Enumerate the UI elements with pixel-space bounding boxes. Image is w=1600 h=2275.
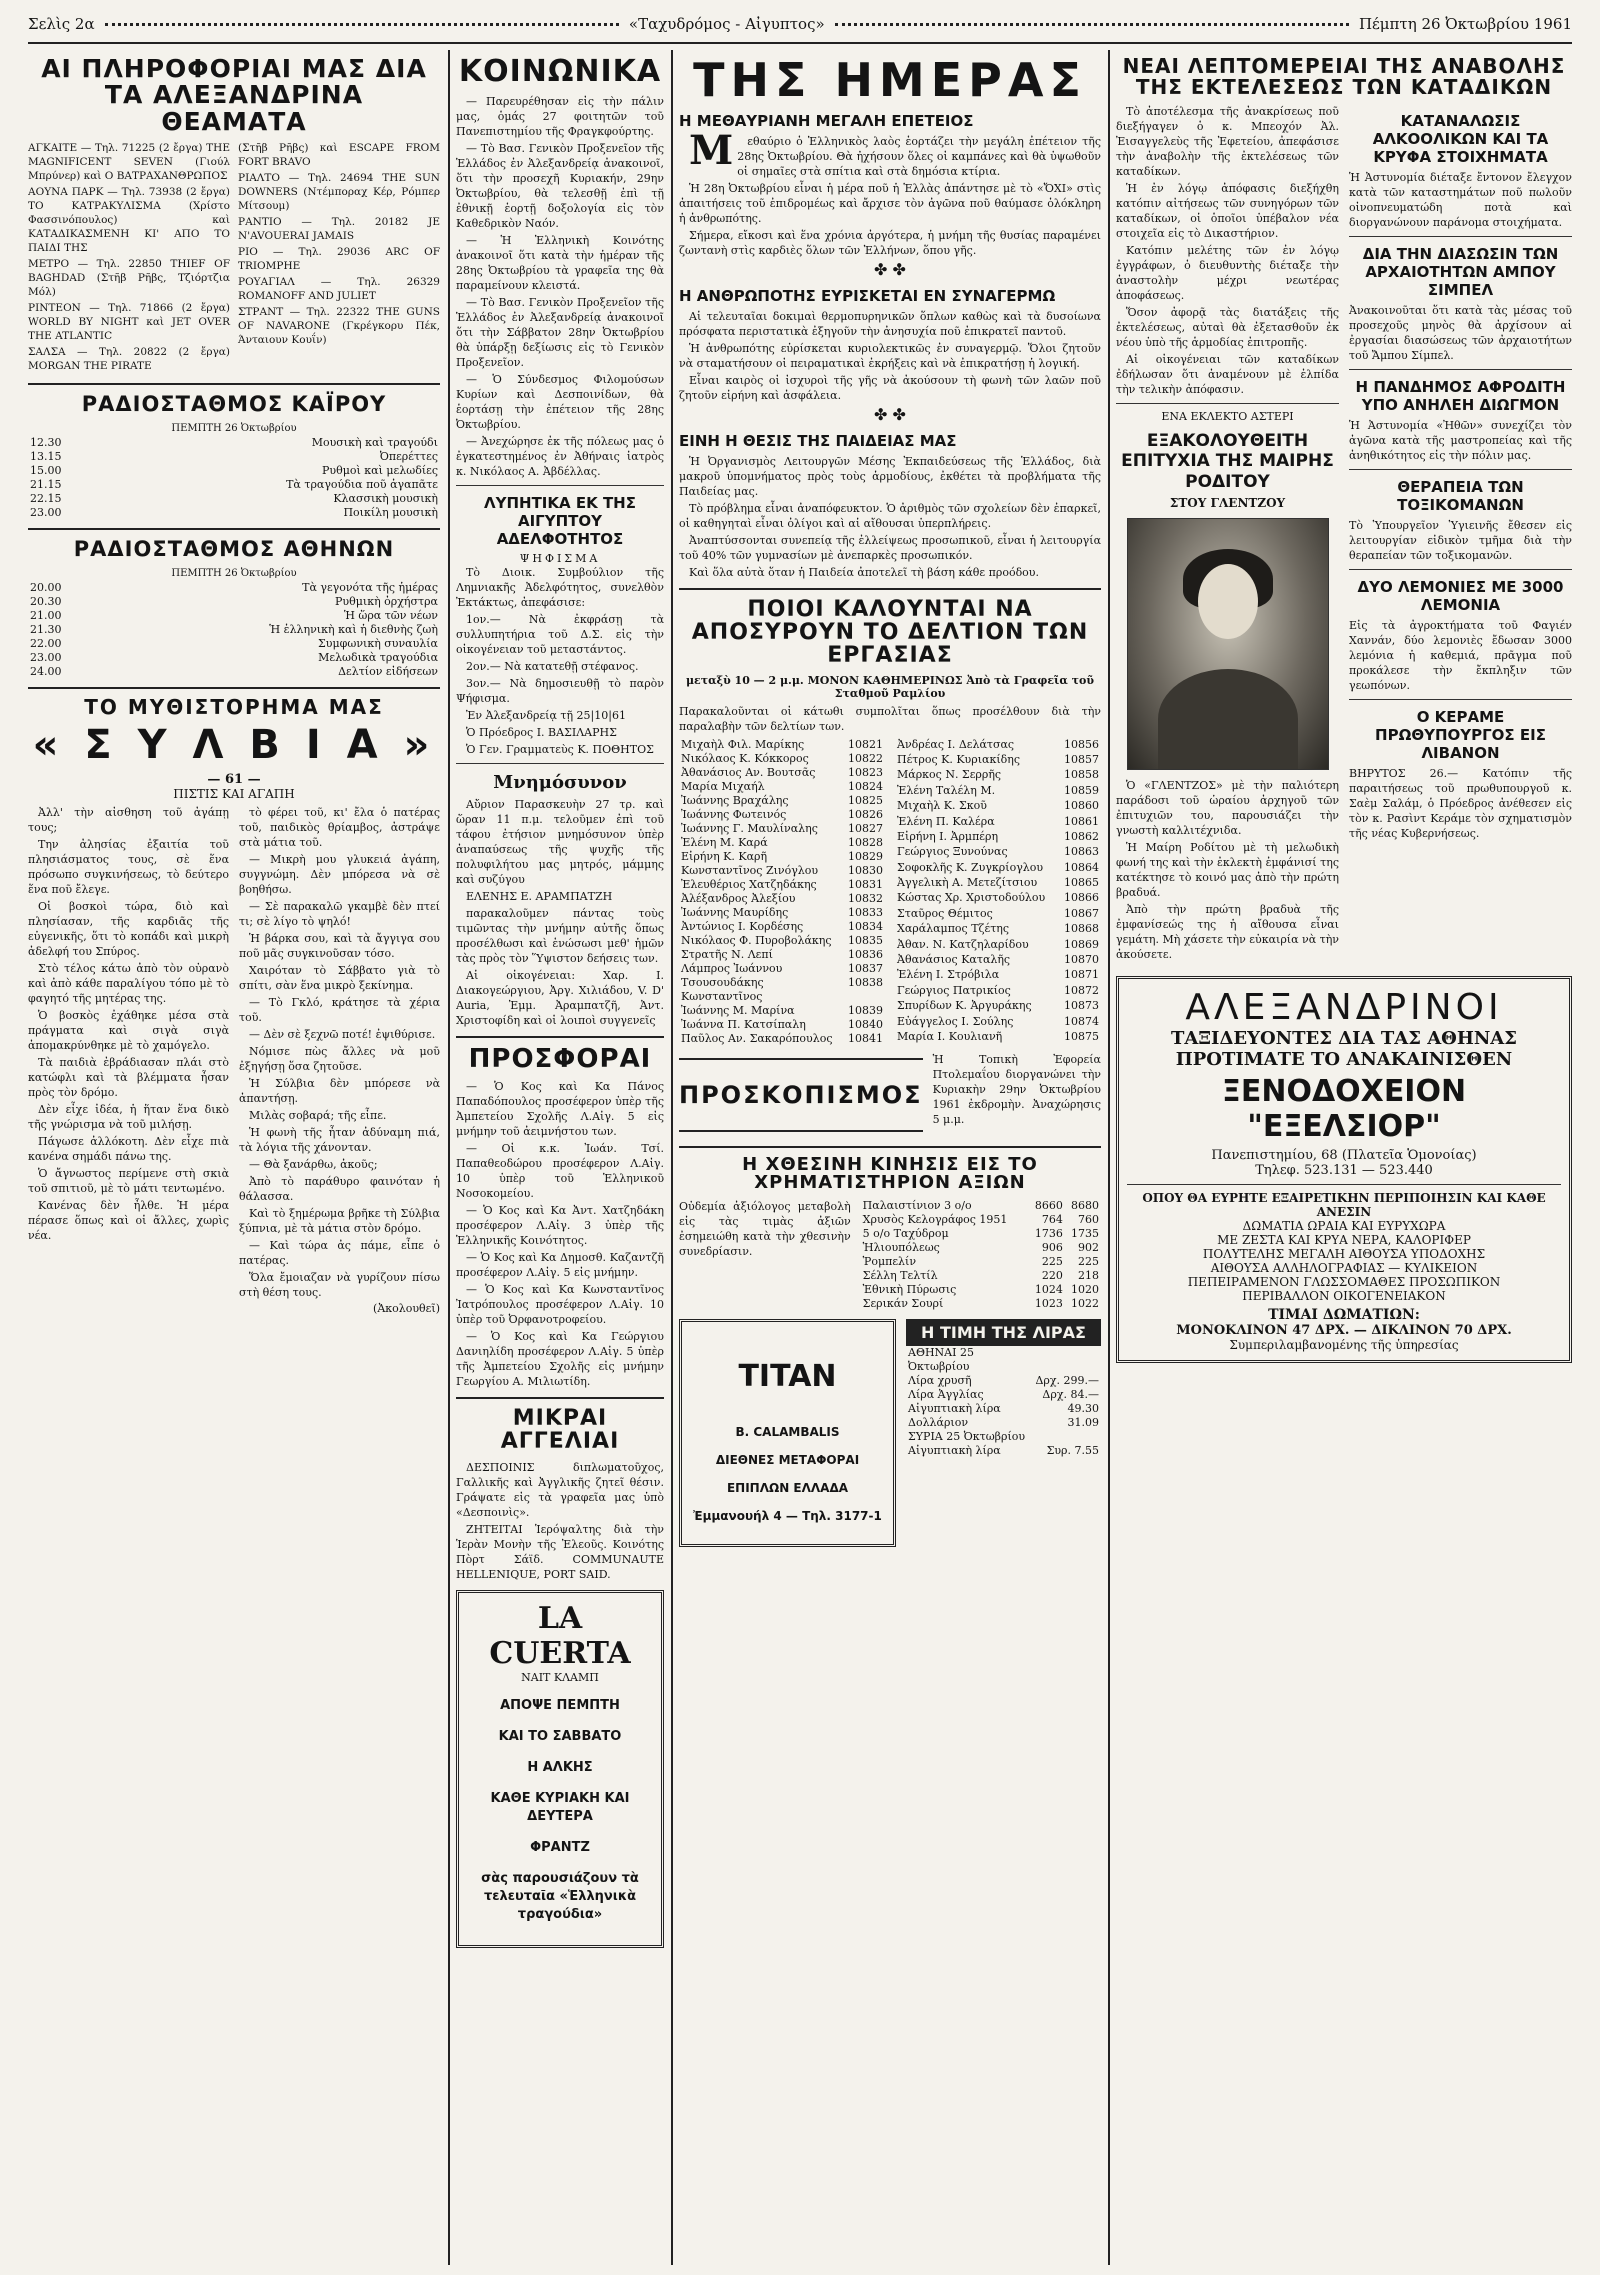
radio-cairo-title: ΡΑΔΙΟΣΤΑΘΜΟΣ ΚΑΪΡΟΥ	[81, 391, 387, 416]
name-row: Κώστας Χρ. Χριστοδούλου 10866	[897, 891, 1099, 905]
column-social	[456, 52, 664, 2265]
ad-line: ΑΠΟΨΕ ΠΕΜΠΤΗ	[500, 1697, 620, 1713]
ad-line: σὰς παρουσιάζουν τὰ τελευταῖα «Ἑλληνικὰ τραγούδια»	[481, 1870, 639, 1922]
stock-row: Σέλλη Τελτίλ 220 218	[862, 1269, 1099, 1283]
schedule-row: 21.00 Ἡ ὥρα τῶν νέων	[30, 608, 438, 622]
radio-athens-schedule	[28, 581, 440, 679]
offer-item: — Ὁ Κος καὶ Κα Γεώργιου Δανιηλίδη προσέφερον Λ.Αἰγ. 5 ὑπὲρ τῆς Ἀμπετείου Σχολῆς εἰς μνήμην Γεωργίου Α. Μιλιωτίδη.	[456, 1330, 664, 1389]
grief-line: 3ον.— Νὰ δημοσιευθῇ τὸ παρὸν Ψήφισμα.	[456, 676, 664, 705]
name-row: Πέτρος Κ. Κυριακίδης 10857	[897, 752, 1099, 766]
names-list-b	[895, 738, 1101, 1046]
classified-item: ΖΗΤΕΙΤΑΙ Ἱερόψαλτης διὰ τὴν Ἱερὰν Μονὴν τῆς Ἐλεοῦς. Κοινότης Πὸρτ Σάϊδ. COMMUNAUTE HELLENIQUE, PORT SAID.	[456, 1522, 664, 1581]
article-paragraph: Τὸ πρόβλημα εἶναι ἀναπόφευκτον. Ὁ ἀριθμὸς τῶν σχολείων δὲν ἐπαρκεῖ, οἱ καθηγηταὶ εἶναι ὀλίγοι καὶ αἱ αἴθουσαι ὑπερπλήρεις.	[679, 502, 1101, 531]
lira-row: Λίρα Ἀγγλίας Δρχ. 84.—	[908, 1388, 1099, 1402]
excelsior-hotel-ad	[1116, 976, 1572, 1363]
name-row: Ἐλένη Ι. Στρόβιλα 10871	[897, 968, 1099, 982]
hotel-feature: ΠΟΛΥΤΕΛΗΣ ΜΕΓΑΛΗ ΑΙΘΟΥΣΑ ΥΠΟΔΟΧΗΣ	[1202, 1247, 1486, 1262]
novel-paragraph: Μιλὰς σοβαρά; τῆς εἶπε.	[249, 1108, 387, 1122]
hotel-ad-title: ΑΛΕΞΑΝΔΡΙΝΟΙ	[1185, 987, 1503, 1029]
brief6-title: Ο ΚΕΡΑΜΕ ΠΡΩΘΥΠΟΥΡΓΟΣ ΕΙΣ ΛΙΒΑΝΟΝ	[1375, 708, 1546, 762]
schedule-row: 12.30 Μουσικὴ καὶ τραγούδι	[30, 435, 438, 449]
article3-title: ΕΙΝΗ Η ΘΕΣΙΣ ΤΗΣ ΠΑΙΔΕΙΑΣ ΜΑΣ	[679, 432, 957, 451]
novel-paragraph: Πάγωσε ἀλλόκοτη. Δὲν εἶχε πιὰ κανένα σημάδι πάνω της.	[28, 1134, 229, 1163]
article-paragraph: Μεθαύριο ὁ Ἑλληνικὸς λαὸς ἑορτάζει τὴν μεγάλη ἐπέτειον τῆς 28ης Ὀκτωβρίου. Θὰ ἠχήσουν ὅλες οἱ καμπάνες καὶ θὰ ὑψωθοῦν οἱ σημαῖες στὰ σπίτια καὶ στὰ δημόσια κτίρια.	[689, 127, 1101, 179]
grief-text	[456, 565, 664, 757]
titan-line: ΔΙΕΘΝΕΣ ΜΕΤΑΦΟΡΑΙ	[715, 1453, 860, 1468]
name-row: Ἐλένη Π. Καλέρα 10861	[897, 814, 1099, 828]
news-headline: ΝΕΑΙ ΛΕΠΤΟΜΕΡΕΙΑΙ ΤΗΣ ΑΝΑΒΟΛΗΣ ΤΗΣ ΕΚΤΕΛΕΣΕΩΣ ΤΩΝ ΚΑΤΑΔΙΚΩΝ	[1122, 54, 1566, 99]
titan-line: B. CALAMBALIS	[735, 1425, 840, 1440]
novel-paragraph: Ἡ φωνὴ τῆς ἦταν ἀδύναμη πιά, τὰ λόγια τῆς χάνονταν.	[239, 1125, 440, 1154]
cinema-entry: ΡΙΝΤΕΟΝ — Τηλ. 71866 (2 ἔργα) WORLD BY NIGHT καὶ JET OVER THE ATLANTIC	[28, 301, 230, 342]
column-entertainment	[28, 52, 440, 2265]
name-row: Κωνσταντῖνος Ζινόγλου 10830	[681, 863, 883, 877]
name-row: Ἰωάννης Μαυρίδης 10833	[681, 905, 883, 919]
name-row: Εὐάγγελος Ι. Σούλης 10874	[897, 1014, 1099, 1028]
novel-paragraph: Την ἀλησίας ἐξαιτία τοῦ πλησιάσματος τους, σὲ ἕνα πρόσωπο συγκινήσεως, τὸ δεύτερο ἕνα ποῦ ἔλεγε.	[28, 837, 229, 896]
schedule-row: 15.00 Ρυθμοὶ καὶ μελωδίες	[30, 463, 438, 477]
lead-paragraph: Ὅσον ἀφορᾷ τὰς διατάξεις τῆς ἐκτελέσεως, αὐταὶ θὰ ἐξετασθοῦν ἐκ νέου ὑπὸ τῆς ἁρμοδίας ἐπιτροπῆς.	[1116, 306, 1339, 349]
schedule-row: 21.15 Τὰ τραγούδια ποῦ ἀγαπᾶτε	[30, 477, 438, 491]
stock-table	[861, 1199, 1101, 1311]
memorial-line: παρακαλοῦμεν πάντας τοὺς τιμῶντας τὴν μνήμην αὐτῆς ὅπως προσέλθωσι καὶ ἑνώσωσι μεθ' ἡμῶν τὰς πρὸς τὸν Ὕψιστον δεήσεις των.	[456, 907, 664, 966]
social-note: — Ἡ Ἑλληνικὴ Κοινότης ἀνακοινοῖ ὅτι κατὰ τὴν ἡμέραν τῆς 28ης Ὀκτωβρίου τὰ γραφεῖα της θὰ παραμείνουν κλειστά.	[456, 233, 664, 292]
brief5-title: ΔΥΟ ΛΕΜΟΝΙΕΣ ΜΕ 3000 ΛΕΜΟΝΙΑ	[1357, 578, 1564, 614]
stock-row: Ῥομπελίν 225 225	[862, 1255, 1099, 1269]
name-row: Στρατῆς Ν. Λεπί 10836	[681, 947, 883, 961]
novel-paragraph: — Τὸ Γκλό, κράτησε τὰ χέρια τοῦ.	[239, 995, 440, 1024]
grief-line: Ὁ Πρόεδρος Ι. ΒΑΣΙΛΑΡΗΣ	[466, 725, 617, 739]
hotel-ad-line2: ΠΡΟΤΙΜΑΤΕ ΤΟ ΑΝΑΚΑΙΝΙΣΘΕΝ	[1175, 1049, 1513, 1071]
name-row: Ἀθανάσιος Καταλῆς 10870	[897, 953, 1099, 967]
cinema-entry: ΡΙΑΛΤΟ — Τηλ. 24694 THE SUN DOWNERS (Ντέμποραχ Κέρ, Ρόμπερ Μίτσουμ)	[238, 171, 440, 212]
names-list-a	[679, 738, 885, 1046]
novel-paragraph: Ἡ βάρκα σου, καὶ τὰ ἄγγιγα σου ποῦ μᾶς συγκινοῦσαν τόσο.	[239, 931, 440, 960]
radio-cairo-schedule	[28, 436, 440, 520]
article-paragraph: Ἡ ἀνθρωπότης εὐρίσκεται κυριολεκτικῶς ἐν συναγερμῷ. Ὅλοι ζητοῦν νὰ σταματήσουν οἱ πειραματικαὶ ἐκρήξεις καὶ νὰ ἐπικρατήσῃ ἡ λογική.	[679, 342, 1101, 371]
hotel-feature: ΠΕΡΙΒΑΛΛΟΝ ΟΙΚΟΓΕΝΕΙΑΚΟΝ	[1242, 1289, 1446, 1304]
masthead-name: «Ταχυδρόμος - Αἰγυπτος»	[628, 15, 825, 33]
name-row: Σπυρίδων Κ. Ἀργυράκης 10873	[897, 999, 1099, 1013]
novel-paragraph: Ὅλα ἔμοιαζαν νὰ γυρίζουν πίσω στὴ θέση τους.	[239, 1270, 440, 1299]
titan-line: TITAN	[738, 1359, 837, 1395]
cinema-entry: ΜΕΤΡΟ — Τηλ. 22850 THIEF OF BAGHDAD (Στῆβ Ρῆβς, Τζιόρτζια Μόλ)	[28, 257, 230, 298]
name-row: Ἰωάννα Π. Κατσίπαλη 10840	[681, 1017, 883, 1031]
name-row: Σοφοκλῆς Κ. Ζυγκρίογλου 10864	[897, 860, 1099, 874]
lead-paragraph: Αἱ οἰκογένειαι τῶν καταδίκων ἐδήλωσαν ὅτι ἀναμένουν μὲ ἐλπίδα τὴν τελικὴν ἀπόφασιν.	[1116, 353, 1339, 396]
article-paragraph: Ἡ 28η Ὀκτωβρίου εἶναι ἡ μέρα ποῦ ἡ Ἑλλὰς ἀπάντησε μὲ τὸ «ὌΧΙ» στὶς ἀπαιτήσεις τοῦ ἐπιδρομέως καὶ ἄρχισε τὸν ἀγῶνα ποῦ θαύμασε ὁλόκληρη ἡ ἀνθρωπότης.	[679, 182, 1101, 226]
cinema-entry: ΡΙΟ — Τηλ. 29036 ARC OF TRIOMPHE	[238, 245, 440, 272]
schedule-row: 13.15 Ὀπερέττες	[30, 449, 438, 463]
novel-paragraph: Ἡ Σύλβια δὲν μπόρεσε νὰ ἀπαντήσῃ.	[239, 1076, 440, 1105]
article1-text	[679, 127, 1101, 258]
name-row: Μιχαὴλ Φιλ. Μαρίκης 10821	[681, 737, 883, 751]
schedule-row: 20.30 Ρυθμικὴ ὀρχήστρα	[30, 594, 438, 608]
novel-kicker: ΤΟ ΜΥΘΙΣΤΟΡΗΜΑ ΜΑΣ	[84, 694, 384, 719]
social-note: — Τὸ Βασ. Γενικὸν Προξενεῖον τῆς Ἑλλάδος ἐν Ἀλεξανδρείᾳ ἀνακοινοῖ ὅτι τὴν Σάββατον 28ην Ὀκτωβρίου θὰ ὑπάρξῃ δεξίωσις εἰς τὸ Γενικὸν Προξενεῖον.	[456, 295, 664, 369]
offer-item: — Ὁ Κος καὶ Κα Ἀντ. Χατζηδάκη προσέφερον Λ.Αἰγ. 3 ὑπὲρ τῆς Ἑλληνικῆς Κοινότητος.	[456, 1204, 664, 1248]
hotel-ad-line1: ΤΑΞΙΔΕΥΟΝΤΕΣ ΔΙΑ ΤΑΣ ΑΘΗΝΑΣ	[1171, 1028, 1517, 1050]
name-row: Ἀνδρέας Ι. Δελάτσας 10856	[897, 737, 1099, 751]
name-row: Ἐλένη Ταλέλη Μ. 10859	[897, 783, 1099, 797]
today-headline: ΤΗΣ ΗΜΕΡΑΣ	[693, 53, 1087, 107]
name-row: Εἰρήνη Ι. Ἀρμπέρη 10862	[897, 829, 1099, 843]
novel-paragraph: Νόμισε πὼς ἄλλες νὰ μοῦ ἐξηγήσῃ ὅσα ζητοῦσε.	[239, 1044, 440, 1073]
novel-paragraph: τὸ φέρει τοῦ, κι' ἔλα ὁ πατέρας τοῦ, παιδικὸς θρίαμβος, ἀστράψε στὰ μάτια τοῦ.	[239, 805, 440, 849]
name-row: Ἀλέξανδρος Ἀλεξίου 10832	[681, 891, 883, 905]
name-row: Λάμπρος Ἰωάννου 10837	[681, 961, 883, 975]
article4-subtitle: μεταξὺ 10 — 2 μ.μ. ΜΟΝΟΝ ΚΑΘΗΜΕΡΙΝΩΣ Ἀπὸ τὰ Γραφεῖα τοῦ Σταθμοῦ Ραμλίου	[685, 673, 1095, 700]
name-row: Ἐλευθέριος Χατζηδάκης 10831	[681, 877, 883, 891]
social-note: — Ἀνεχώρησε ἐκ τῆς πόλεως μας ὁ ἐγκατεστημένος ἐν Ἀθήναις ἰατρὸς κ. Νικόλαος Α. Ἀβδέλλας.	[456, 434, 664, 478]
offer-item: — Ὁ Κος καὶ Κα Δημοσθ. Καζαντζῆ προσέφερον Λ.Αἰγ. 5 εἰς μνήμην.	[456, 1251, 664, 1280]
stock-note: Οὐδεμία ἀξιόλογος μεταβολὴ εἰς τὰς τιμὰς ἀξιῶν ἐσημειώθη κατὰ τὴν χθεσινὴν συνεδρίασιν.	[679, 1200, 851, 1259]
lira-row: Λίρα χρυσῆ Δρχ. 299.—	[908, 1374, 1099, 1388]
novel-part: — 61 —	[207, 771, 261, 787]
radio-athens-title: ΡΑΔΙΟΣΤΑΘΜΟΣ ΑΘΗΝΩΝ	[73, 536, 395, 561]
ad-lines	[467, 1697, 653, 1924]
article4-title: ΠΟΙΟΙ ΚΑΛΟΥΝΤΑΙ ΝΑ ΑΠΟΣΥΡΟΥΝ ΤΟ ΔΕΛΤΙΟΝ ΤΩΝ ΕΡΓΑΣΙΑΣ	[691, 597, 1089, 669]
radio-athens-date: ΠΕΜΠΤΗ 26 Ὀκτωβρίου	[171, 567, 297, 579]
ad-subtitle: ΝΑΙΤ ΚΛΑΜΠ	[521, 1670, 599, 1684]
brief2-title: ΔΙΑ ΤΗΝ ΔΙΑΣΩΣΙΝ ΤΩΝ ΑΡΧΑΙΟΤΗΤΩΝ ΑΜΠΟΥ ΣΙΜΠΕΛ	[1362, 245, 1559, 299]
article-paragraph: Αἱ τελευταῖαι δοκιμαὶ θερμοπυρηνικῶν ὅπλων καθὼς καὶ τὰ δυσοίωνα πρόσφατα περιστατικὰ ἐξηγοῦν τὴν ἀνησυχία ποῦ ἐπικρατεῖ παντοῦ.	[679, 310, 1101, 339]
issue-date: Πέμπτη 26 Ὀκτωβρίου 1961	[1358, 15, 1572, 33]
article-paragraph: Σήμερα, εἴκοσι καὶ ἕνα χρόνια ἀργότερα, ἡ μνήμη τῆς θυσίας παραμένει ζωντανὴ στὶς καρδιὲς ὅλων τῶν Ἑλλήνων, ὅπου γῆς.	[679, 229, 1101, 258]
star-paragraph: Ὁ «ΓΛΕΝΤΖΟΣ» μὲ τὴν παλιότερη παράδοσι τοῦ ὡραίου ἀρχηγοῦ τῶν ἐπιτυχιῶν του, παρουσιάζει τὴν γνωστὴ καλλιτέχνιδα.	[1116, 779, 1339, 838]
hotel-name: ΞΕΝΟΔΟΧΕΙΟΝ "ΕΞΕΛΣΙΟΡ"	[1221, 1074, 1467, 1145]
name-row: Ἀθανάσιος Αν. Βουτσᾶς 10823	[681, 765, 883, 779]
cinema-entry: ΣΑΛΣΑ — Τηλ. 20822 (2 ἔργα) MORGAN THE PIRATE	[28, 345, 230, 372]
stock-row: Ἐθνικὴ Πύρωσις 1024 1020	[862, 1283, 1099, 1297]
hotel-prices: ΜΟΝΟΚΛΙΝΟΝ 47 ΔΡΧ. — ΔΙΚΛΙΝΟΝ 70 ΔΡΧ.	[1176, 1323, 1512, 1339]
memorial-line: ΕΛΕΝΗΣ Ε. ΑΡΑΜΠΑΤΖΗ	[466, 890, 613, 904]
stock-row: Ἡλιουπόλεως 906 902	[862, 1241, 1099, 1255]
cinema-entry: ΑΟΥΝΑ ΠΑΡΚ — Τηλ. 73938 (2 ἔργα) ΤΟ ΚΑΤΡΑΚΥΛΙΣΜΑ (Χρίστο Φασσινόπουλος) καὶ ΚΑΤΑΔΙΚΑΣΜΕΝΗ ΚΙ' ΑΠΟ ΤΟ ΠΑΙΔΙ ΤΗΣ	[28, 185, 230, 254]
ad-line: ΦΡΑΝΤΖ	[530, 1839, 590, 1855]
stock-row: Σερικάν Σουρί 1023 1022	[862, 1297, 1099, 1311]
brief5-text: Εἰς τὰ ἀγροκτήματα τοῦ Φαγιέν Χαννάν, δύο λεμονιὲς ἔδωσαν 3000 λεμόνια ἡ καθεμιά, πρᾶγμα ποῦ προκάλεσε τὴν ἔκπληξιν τῶν γεωπόνων.	[1349, 619, 1572, 692]
schedule-row: 22.00 Συμφωνικὴ συναυλία	[30, 636, 438, 650]
social-headline: ΚΟΙΝΩΝΙΚΑ	[458, 54, 662, 89]
grief-line: Ὁ Γεν. Γραμματεὺς Κ. ΠΟΘΗΤΟΣ	[466, 742, 654, 756]
offer-item: — Ὁ Κος καὶ Κα Κωνσταντῖνος Ἰατρόπουλος προσέφερον Λ.Αἰγ. 10 ὑπὲρ τοῦ Ὀρφανοτροφείου.	[456, 1283, 664, 1327]
star-paragraph: Ἀπὸ τὴν πρώτη βραδυὰ τῆς ἐμφανίσεώς της ἡ αἴθουσα εἶναι γεμάτη. Μὴ χάσετε τὴν εὐκαιρία νὰ τὴν ἀκούσετε.	[1116, 903, 1339, 962]
lira-title: Η ΤΙΜΗ ΤΗΣ ΛΙΡΑΣ	[906, 1319, 1101, 1346]
article-paragraph: Ἀναπτύσσονται συνεπείᾳ τῆς ἐλλείψεως προσωπικοῦ, εἶναι ἡ λειτουργία τοῦ 40% τῶν γυμνασίων μὲ ἀνεπαρκὲς προσωπικόν.	[679, 534, 1101, 563]
social-note: — Τὸ Βασ. Γενικὸν Προξενεῖον τῆς Ἑλλάδος ἐν Ἀλεξανδρείᾳ ἀνακοινοῖ, ὅτι τὴν προσεχῆ Κυριακήν, 29ην Ὀκτωβρίου, θὰ τελεσθῇ ἐπὶ τῇ ἐθνικῇ ἑορτῇ δοξολογία εἰς τὸν Καθεδρικὸν Ναόν.	[456, 141, 664, 230]
la-cuerta-ad	[456, 1590, 664, 1948]
name-row: Σταῦρος Θέμιτος 10867	[897, 906, 1099, 920]
article-paragraph: Εἶναι καιρὸς οἱ ἰσχυροὶ τῆς γῆς νὰ ἀκούσουν τὴ φωνὴ τῶν λαῶν ποῦ ζητοῦν εἰρήνη καὶ ἀσφάλεια.	[679, 374, 1101, 403]
social-note: — Παρευρέθησαν εἰς τὴν πάλιν μας, ὁμάς 27 φοιτητῶν τοῦ Πανεπιστημίου τῆς Φραγκφούρτης.	[456, 94, 664, 138]
name-row: Νικόλαος Φ. Πυροβολάκης 10835	[681, 933, 883, 947]
novel-paragraph: Ὁ ἄγνωστος περίμενε στὴ σκιὰ τοῦ σπιτιοῦ, μὲ τὸ μάτι τεντωμένο.	[28, 1166, 229, 1195]
article2-title: Η ΑΝΘΡΩΠΟΤΗΣ ΕΥΡΙΣΚΕΤΑΙ ΕΝ ΣΥΝΑΓΕΡΜΩ	[679, 287, 1056, 306]
classifieds-headline: ΜΙΚΡΑΙ ΑΓΓΕΛΙΑΙ	[500, 1406, 620, 1455]
novel-subtitle: ΠΙΣΤΙΣ ΚΑΙ ΑΓΑΠΗ	[173, 786, 295, 801]
brief6-text: ΒΗΡΥΤΟΣ 26.— Κατόπιν τῆς παραιτήσεως τοῦ πρωθυπουργοῦ κ. Σαὲμ Σαλάμ, ὁ Πρόεδρος ἀνέθεσεν εἰς τὸν κ. Ρασὶντ Κεράμε τὸν σχηματισμὸν τῆς νέας Κυβερνήσεως.	[1349, 767, 1572, 840]
lead-paragraph: Ἡ ἐν λόγῳ ἀπόφασις διεξήχθη κατόπιν αἰτήσεως τῶν συνηγόρων τῶν καταδίκων, οἱ ὁποῖοι ὑπέβαλον νέα στοιχεῖα εἰς τὸ Δικαστήριον.	[1116, 182, 1339, 240]
name-row: Παῦλος Αν. Σακαρόπουλος 10841	[681, 1031, 883, 1045]
ad-title: LA CUERTA	[489, 1600, 631, 1671]
cinema-entry: (Στῆβ Ρῆβς) καὶ ESCAPE FROM FORT BRAVO	[238, 141, 440, 168]
name-row: Μαρία Μιχαήλ 10824	[681, 779, 883, 793]
schedule-row: 23.00 Ποικίλη μουσικὴ	[30, 505, 438, 519]
classified-item: ΔΕΣΠΟΙΝΙΣ διπλωματοῦχος, Γαλλικῆς καὶ Ἀγγλικῆς ζητεῖ θέσιν. Γράψατε εἰς τὰ γραφεῖα μας ὑπὸ «Δεσποινὶς».	[456, 1460, 664, 1519]
grief-line: Τὸ Διοικ. Συμβούλιον τῆς Λημνιακῆς Ἀδελφότητος, συνελθὸν Ἐκτάκτως, ἀπεφάσισε:	[456, 565, 664, 609]
novel-title: « Σ Υ Λ Β Ι Α »	[32, 721, 436, 768]
novel-paragraph: Στὸ τέλος κάτω ἀπὸ τὸν οὐρανὸ καὶ ἀπὸ κάθε παραλίγου τόπο μὲ τὸ φαγητό τῆς μητέρας της.	[28, 961, 229, 1005]
hotel-feature: ΔΩΜΑΤΙΑ ΩΡΑΙΑ ΚΑΙ ΕΥΡΥΧΩΡΑ	[1242, 1219, 1446, 1234]
ad-line: ΚΑΘΕ ΚΥΡΙΑΚΗ ΚΑΙ ΔΕΥΤΕΡΑ	[490, 1790, 630, 1824]
page-number: Σελὶς 2α	[28, 15, 95, 33]
novel-paragraph: Δὲν εἶχε ἰδέα, ἡ ἥταν ἕνα δικὸ τῆς γνώρισμα νὰ τοῦ μιλήσῃ.	[28, 1102, 229, 1131]
page-runner	[28, 6, 1572, 44]
article5-title: Η ΧΘΕΣΙΝΗ ΚΙΝΗΣΙΣ ΕΙΣ ΤΟ ΧΡΗΜΑΤΙΣΤΗΡΙΟΝ ΑΞΙΩΝ	[742, 1153, 1038, 1194]
grief-line: Ἐν Ἀλεξανδρείᾳ τῇ 25|10|61	[466, 708, 626, 722]
hotel-prices-title: ΤΙΜΑΙ ΔΩΜΑΤΙΩΝ:	[1268, 1307, 1420, 1324]
novel-paragraph: — Σὲ παρακαλῶ γκαμβὲ δὲν πτεί τι; σὲ λίγο τὸ ψηλό!	[239, 899, 440, 928]
grief-line: 1ον.— Νὰ ἐκφράσῃ τὰ συλλυπητήρια τοῦ Δ.Σ. εἰς τὴν οἰκογένειαν τοῦ μεταστάντος.	[456, 612, 664, 656]
name-row: Ἀντώνιος Ι. Κορδέσης 10834	[681, 919, 883, 933]
social-note: — Ὁ Σύνδεσμος Φιλομούσων Κυρίων καὶ Δεσποινίδων, θὰ ἑορτάσῃ τὴν ἐπέτειον τῆς 28ης Ὀκτωβρίου.	[456, 372, 664, 431]
name-row: Ἰωάννης Γ. Μαυλίναλης 10827	[681, 821, 883, 835]
brief1-text: Ἡ Ἀστυνομία διέταξε ἔντονον ἔλεγχον κατὰ τῶν καταστημάτων ποῦ πωλοῦν οἰνοπνευματώδη ποτὰ καὶ διοργανώνουν παράνομα στοιχήματα.	[1349, 171, 1572, 229]
cinema-listing-b	[238, 141, 440, 375]
novel-paragraph: Χαιρόταν τὸ Σάββατο γιὰ τὸ σπίτι, σὰν ἕνα μικρὸ ξεκίνημα.	[239, 963, 440, 992]
memorial-text	[456, 797, 664, 1028]
name-row: Ἀγγελικὴ Α. Μετεζίτσιου 10865	[897, 876, 1099, 890]
article-paragraph: Ἡ Ὀργανισμὸς Λειτουργῶν Μέσης Ἐκπαιδεύσεως τῆς Ἑλλάδος, διὰ μακροῦ ὑπομνήματος πρὸς τοὺς ἁρμοδίους, ἐκθέτει τὰ προβλήματα τῆς Παιδείας μας.	[679, 455, 1101, 499]
ad-line: ΚΑΙ ΤΟ ΣΑΒΒΑΤΟ	[498, 1728, 622, 1744]
article1-title: Η ΜΕΘΑΥΡΙΑΝΗ ΜΕΓΑΛΗ ΕΠΕΤΕΙΟΣ	[679, 112, 974, 131]
stock-row: Παλαιστίνιον 3 ο/ο 8660 8680	[862, 1199, 1099, 1213]
cinema-entry: ΡΟΥΑΓΙΑΛ — Τηλ. 26329 ROMANOFF AND JULIET	[238, 275, 440, 302]
grief-line: 2ον.— Νὰ κατατεθῇ στέφανος.	[466, 659, 639, 673]
name-row: Μαρία Ι. Κουλιανῆ 10875	[897, 1030, 1099, 1043]
hotel-phone: Τηλεφ. 523.131 — 523.440	[1255, 1163, 1433, 1179]
offer-item: — Οἱ κ.κ. Ἰωάν. Τσί. Παπαθεοδώρου προσέφερον Λ.Αἰγ. 10 ὑπὲρ τοῦ Ἑλληνικοῦ Νοσοκομείου.	[456, 1142, 664, 1201]
name-row: Χαράλαμπος Τζέτης 10868	[897, 922, 1099, 936]
novel-paragraph: Ἀλλ' τὴν αἰσθηση τοῦ ἀγάπῃ τους;	[28, 805, 229, 834]
column-today: ΤΗΣ ΗΜΕΡΑΣ Η ΜΕΘΑΥΡΙΑΝΗ ΜΕΓΑΛΗ ΕΠΕΤΕΙΟΣ Μεθαύριο ὁ Ἑλληνικὸς λαὸς ἑορτάζει τὴν μεγάλη ἐπέτειον τῆς 28ης Ὀκτωβρίου. Θὰ ἠχήσουν ὅλες οἱ καμπάνες καὶ θὰ ὑψωθοῦν οἱ σημαῖες στὰ σπίτια καὶ στὰ δημόσια κτίρια. Ἡ 28η Ὀκτωβρίου εἶναι ἡ μέρα ποῦ ἡ Ἑλλὰς ἀπάντησε μὲ τὸ «ὌΧΙ» στὶς ἀπαιτήσεις τοῦ ἐπιδρομέως καὶ ἄρχισε τὸν ἀγῶνα ποῦ θαύμασε ὁλόκληρη ἡ ἀνθρωπότης. Σήμερα, εἴκοσι καὶ ἕνα χρόνια ἀργότερα, ἡ μνήμη τῆς θυσίας παραμένει ζωντανὴ στὶς καρδιὲς ὅλων τῶν Ἑλλήνων, ὅπου γῆς. ✤ ✤ Η ΑΝΘΡΩΠΟΤΗΣ ΕΥΡΙΣΚΕΤΑΙ ΕΝ ΣΥΝΑΓΕΡΜΩ Αἱ τελευταῖαι δοκιμαὶ θερμοπυρηνικῶν ὅπλων καθὼς καὶ τὰ δυσοίωνα πρόσφατα περιστατικὰ ἐξηγοῦν τὴν ἀνησυχία ποῦ ἐπικρατεῖ παντοῦ. Ἡ ἀνθρωπότης εὐρίσκεται κυριολεκτικῶς ἐν συναγερμῷ. Ὅλοι ζητοῦν νὰ σταματήσουν οἱ πειραματικαὶ ἐκρήξεις καὶ νὰ ἐπικρατήσῃ ἡ λογική. Εἶναι καιρὸς οἱ ἰσχυροὶ τῆς γῆς νὰ ἀκούσουν τὴ φωνὴ τῶν λαῶν ποῦ ζητοῦν εἰρήνη καὶ ἀσφάλεια. ✤ ✤ ΕΙΝΗ Η ΘΕΣΙΣ ΤΗΣ ΠΑΙΔΕΙΑΣ ΜΑΣ Ἡ Ὀργανισμὸς Λειτουργῶν Μέσης Ἐκπαιδεύσεως τῆς Ἑλλάδος, διὰ μακροῦ ὑπομνήματος πρὸς τοὺς ἁρμοδίους, ἐκθέτει τὰ προβλήματα τῆς Παιδείας μας. Τὸ πρόβλημα εἶναι ἀναπόφευκτον. Ὁ ἀριθμὸς τῶν σχολείων δὲν ἐπαρκεῖ, οἱ καθηγηταὶ εἶναι ὀλίγοι καὶ αἱ αἴθουσαι ὑπερπλήρεις. Ἀναπτύσσονται συνεπείᾳ τῆς ἐλλείψεως προσωπικοῦ, εἶναι ἡ λειτουργία τοῦ 40% τῶν γυμνασίων μὲ ἀνεπαρκὲς προσωπικόν. Καὶ ὅλα αὐτὰ ὅταν ἡ Παιδεία ἀποτελεῖ τὴ βάση κάθε προόδου. ΠΟΙΟΙ ΚΑΛΟΥΝΤΑΙ ΝΑ ΑΠΟΣΥΡΟΥΝ ΤΟ ΔΕΛΤΙΟΝ ΤΩΝ ΕΡΓΑΣΙΑΣ μεταξὺ 10 — 2 μ.μ. ΜΟΝΟΝ ΚΑΘΗΜΕΡΙΝΩΣ Ἀπὸ τὰ Γραφεῖα τοῦ Σταθμοῦ Ραμλίου Παρακαλοῦνται οἱ κάτωθι συμπολῖται ὅπως προσέλθουν διὰ τὴν παραλαβὴν τῶν δελτίων των. Μιχαὴλ Φιλ. Μαρίκης 10821 Νικόλαος Κ. Κόκκορος 10822 Ἀθανάσιος Αν. Βουτσᾶς 10823 Μαρία Μιχαήλ 10824 Ἰωάννης Βραχάλης 10825 Ἰωάννης Φωτεινός 10826 Ἰωάννης Γ. Μαυλίναλης 10827 Ἐλένη Μ. Καρά 10828 Εἰρήνη Κ. Καρῆ 10829 Κωνσταντῖνος Ζινόγλου 10830 Ἐλευθέριος Χατζηδάκης 10831 Ἀλέξανδρος Ἀλεξίου 10832 Ἰωάννης Μαυρίδης 10833 Ἀντώνιος Ι. Κορδέσης 10834 Νικόλαος Φ. Πυροβολάκης 10835 Στρατῆς Ν. Λεπί 10836 Λάμπρος Ἰωάννου 10837 Τσουσουδάκης Κωνσταντῖνος 10838 Ἰωάννης Μ. Μαρίνα 10839 Ἰωάννα Π. Κατσίπαλη 10840 Παῦλος Αν. Σακαρόπουλος 10841 Ἀνδρέας Ι. Δελάτσας 10856 Πέτρος Κ. Κυριακίδης 10857 Μάρκος Ν. Σερρῆς 10858 Ἐλένη Ταλέλη Μ. 10859 Μιχαὴλ Κ. Σκοῦ 10860 Ἐλένη Π. Καλέρα 10861 Εἰρήνη Ι. Ἀρμπέρη 10862 Γεώργιος Ξυνούνας 10863 Σοφοκλῆς Κ. Ζυγκρίογλου 10864 Ἀγγελικὴ Α. Μετεζίτσιου 10865 Κώστας Χρ. Χριστοδούλου 10866 Σταῦρος Θέμιτος 10867 Χαράλαμπος Τζέτης 10868 Ἀθαν. Ν. Κατζηλαρίδου 10869 Ἀθανάσιος Καταλῆς 10870 Ἐλένη Ι. Στρόβιλα 10871 Γεώργιος Πατρικίος 10872 Σπυρίδων Κ. Ἀργυράκης 10873 Εὐάγγελος Ι. Σούλης 10874 Μαρία Ι. Κουλιανῆ 10875 ΠΡΟΣΚΟΠΙΣΜΟΣ Ἡ Τοπικὴ Ἐφορεία Πτολεμαΐου διοργανώνει τὴν Κυριακὴν 29ην Ὀκτωβρίου 1961 ἐκδρομὴν. Ἀναχώρησις 5 μ.μ. Η ΧΘΕΣΙΝΗ ΚΙΝΗΣΙΣ ΕΙΣ ΤΟ ΧΡΗΜΑΤΙΣΤΗΡΙΟΝ ΑΞΙΩΝ Οὐδεμία ἀξιόλογος μεταβολὴ εἰς τὰς τιμὰς ἀξιῶν ἐσημειώθη κατὰ τὴν χθεσινὴν συνεδρίασιν. Παλαιστίνιον 3 ο/ο 8660 8680 Χρυσὸς Κελογράφος 1951 764 760 5 ο/ο Ταχύδρομ 1736 1735 Ἡλιουπόλεως 906 902 Ῥομπελίν 225 225 Σέλλη Τελτίλ 220 218 Ἐθνικὴ Πύρωσις 1024 1020 Σερικάν Σουρί 1023 1022 TITAN B. CALAMBALIS ΔΙΕΘΝΕΣ ΜΕΤΑΦΟΡΑΙ ΕΠΙΠΛΩΝ ΕΛΛΑΔΑ Ἐμμανουήλ 4 — Τηλ. 3177-1 Η ΤΙΜΗ ΤΗΣ ΛΙΡΑΣ ΑΘΗΝΑΙ 25 Ὀκτωβρίου Λίρα χρυσῆ Δρχ. 299.— Λίρα Ἀγγλίας Δρχ. 84.— Αἰγυπτιακὴ λίρα 49.30 Δολλάριον 31.09 ΣΥΡΙΑ 25 Ὀκτωβρίου Αἰγυπτιακὴ λίρα Συρ. 7.55	[679, 52, 1101, 2265]
novel-paragraph: Τὰ παιδιὰ ἐβράδιασαν πλάι στὸ κατώφλι καὶ τὰ βλέμματα ἦσαν πρὸς τὸν δρόμο.	[28, 1055, 229, 1099]
lira-row: Δολλάριον 31.09	[908, 1416, 1099, 1430]
offer-item: — Ὁ Κος καὶ Κα Πάνος Παπαδόπουλος προσέφερον ὑπὲρ τῆς Ἀμπετείου Σχολῆς Λ.Αἰγ. 5 εἰς μνήμην τοῦ ἀειμνήστου των.	[456, 1080, 664, 1139]
scout-logo: ΠΡΟΣΚΟΠΙΣΜΟΣ	[679, 1058, 923, 1132]
name-row: Ἰωάννης Βραχάλης 10825	[681, 793, 883, 807]
hotel-feature: ΑΙΘΟΥΣΑ ΑΛΛΗΛΟΓΡΑΦΙΑΣ — ΚΥΛΙΚΕΙΟΝ	[1210, 1261, 1478, 1276]
radio-cairo-date: ΠΕΜΠΤΗ 26 Ὀκτωβρίου	[171, 422, 297, 434]
cinema-entry: ΑΓΚΑΙΤΕ — Τηλ. 71225 (2 ἔργα) THE MAGNIFICENT SEVEN (Γιούλ Μπρύνερ) καὶ Ο ΒΑΤΡΑΧΑΝΘΡΩΠΟΣ	[28, 141, 230, 182]
name-row: Εἰρήνη Κ. Καρῆ 10829	[681, 849, 883, 863]
cinema-listing-a	[28, 141, 230, 375]
schedule-row: 20.00 Τὰ γεγονότα τῆς ἡμέρας	[30, 580, 438, 594]
schedule-row: 22.15 Κλασσικὴ μουσικὴ	[30, 491, 438, 505]
lead-text	[1116, 104, 1339, 397]
lira-table	[906, 1346, 1101, 1458]
schedule-row: 24.00 Δελτίον εἰδήσεων	[30, 664, 438, 678]
stock-row: 5 ο/ο Ταχύδρομ 1736 1735	[862, 1227, 1099, 1241]
name-row: Μάρκος Ν. Σερρῆς 10858	[897, 768, 1099, 782]
ad-line: Η ΑΛΚΗΣ	[527, 1759, 593, 1775]
hotel-feature: ΜΕ ΖΕΣΤΑ ΚΑΙ ΚΡΥΑ ΝΕΡΑ, ΚΑΛΟΡΙΦΕΡ	[1217, 1233, 1471, 1248]
novel-continues: (Ἀκολουθεῖ)	[373, 1301, 440, 1315]
article4-intro: Παρακαλοῦνται οἱ κάτωθι συμπολῖται ὅπως προσέλθουν διὰ τὴν παραλαβὴν τῶν δελτίων των.	[679, 704, 1101, 733]
brief1-title: ΚΑΤΑΝΑΛΩΣΙΣ ΑΛΚΟΟΛΙΚΩΝ ΚΑΙ ΤΑ ΚΡΥΦΑ ΣΤΟΙΧΗΜΑΤΑ	[1372, 112, 1549, 166]
novel-paragraph: — Μικρὴ μου γλυκειά ἀγάπη, συγγνώμη. Δὲν μπόρεσα νὰ σὲ βοηθήσω.	[239, 852, 440, 896]
article-paragraph: Καὶ ὅλα αὐτὰ ὅταν ἡ Παιδεία ἀποτελεῖ τὴ βάση κάθε προόδου.	[689, 566, 1039, 580]
brief3-title: Η ΠΑΝΔΗΜΟΣ ΑΦΡΟΔΙΤΗ ΥΠΟ ΑΝΗΛΕΗ ΔΙΩΓΜΟΝ	[1355, 378, 1566, 414]
novel-paragraph: — Δὲν σὲ ξεχνῶ ποτέ! ἐψιθύρισε.	[249, 1027, 436, 1041]
article3-text	[679, 454, 1101, 580]
titan-line: ΕΠΙΠΛΩΝ ΕΛΛΑΔΑ	[726, 1481, 849, 1496]
singer-photo	[1127, 518, 1329, 770]
star-subtitle: ΣΤΟΥ ΓΛΕΝΤΖΟΥ	[1169, 496, 1286, 511]
titan-ad	[679, 1319, 896, 1547]
lead-paragraph: Κατόπιν μελέτης τῶν ἐν λόγῳ ἐγγράφων, ὁ διευθυντὴς διέταξε τὴν ἀναστολὴν μέχρι νεωτέρας ἀποφάσεως.	[1116, 244, 1339, 302]
cinema-headline: ΑΙ ΠΛΗΡΟΦΟΡΙΑΙ ΜΑΣ ΔΙΑ ΤΑ ΑΛΕΞΑΝΔΡΙΝΑ ΘΕΑΜΑΤΑ	[41, 54, 427, 136]
titan-line: Ἐμμανουήλ 4 — Τηλ. 3177-1	[693, 1509, 882, 1524]
brief4-title: ΘΕΡΑΠΕΙΑ ΤΩΝ ΤΟΞΙΚΟΜΑΝΩΝ	[1397, 478, 1524, 514]
grief-subtitle: ΨΗΦΙΣΜΑ	[519, 551, 601, 565]
novel-paragraph: — Καὶ τώρα ἀς πάμε, εἶπε ὁ πατέρας.	[239, 1238, 440, 1267]
hotel-feature: ΠΕΠΕΙΡΑΜΕΝΟΝ ΓΛΩΣΣΟΜΑΘΕΣ ΠΡΟΣΩΠΙΚΟΝ	[1187, 1275, 1501, 1290]
novel-text-b	[239, 805, 440, 1302]
novel-paragraph: Καὶ τὸ ξημέρωμα βρῆκε τὴ Σύλβια ξύπνια, μὲ τὰ μάτια στὸν δρόμο.	[239, 1206, 440, 1235]
name-row: Νικόλαος Κ. Κόκκορος 10822	[681, 751, 883, 765]
name-row: Γεώργιος Ξυνούνας 10863	[897, 845, 1099, 859]
column-news	[1116, 52, 1572, 2265]
name-row: Ἀθαν. Ν. Κατζηλαρίδου 10869	[897, 937, 1099, 951]
lira-row: Αἰγυπτιακὴ λίρα Συρ. 7.55	[908, 1444, 1099, 1458]
scout-notice: Ἡ Τοπικὴ Ἐφορεία Πτολεμαΐου διοργανώνει τὴν Κυριακὴν 29ην Ὀκτωβρίου 1961 ἐκδρομὴν. Ἀναχώρησις 5 μ.μ.	[932, 1052, 1101, 1126]
brief4-text: Τὸ Ὑπουργεῖον Ὑγιεινῆς ἔθεσεν εἰς λειτουργίαν εἰδικὸν τμῆμα διὰ τὴν θεραπείαν τῶν τοξικομανῶν.	[1349, 519, 1572, 562]
cinema-entry: ΣΤΡΑΝΤ — Τηλ. 22322 THE GUNS OF NAVARONE (Γκρέγκορυ Πέκ, Άνταιουν Κουΐν)	[238, 305, 440, 346]
hotel-prices-note: Συμπεριλαμβανομένης τῆς ὑπηρεσίας	[1229, 1338, 1459, 1353]
article2-text	[679, 309, 1101, 403]
name-row: Ἰωάννης Φωτεινός 10826	[681, 807, 883, 821]
novel-text-a	[28, 805, 229, 1302]
star-kicker: ΕΝΑ ΕΚΛΕΚΤΟ ΑΣΤΕΡΙ	[1161, 410, 1294, 423]
novel-paragraph: Ἀπὸ τὸ παράθυρο φαινόταν ἡ θάλασσα.	[239, 1174, 440, 1203]
name-row: Ἐλένη Μ. Καρά 10828	[681, 835, 883, 849]
novel-paragraph: — Θὰ ξανάρθω, ἀκοῦς;	[249, 1157, 378, 1171]
brief3-text: Ἡ Ἀστυνομία «Ἠθῶν» συνεχίζει τὸν ἀγῶνα κατὰ τῆς μαστροπείας καὶ τῆς ἀνηθικότητος εἰς τὴν πόλιν μας.	[1349, 419, 1572, 462]
name-row: Ἰωάννης Μ. Μαρίνα 10839	[681, 1003, 883, 1017]
lira-row: ΣΥΡΙΑ 25 Ὀκτωβρίου	[908, 1430, 1026, 1444]
offers-headline: ΠΡΟΣΦΟΡΑΙ	[468, 1044, 652, 1075]
social-notes	[456, 94, 664, 479]
name-row: Τσουσουδάκης Κωνσταντῖνος 10838	[681, 975, 883, 1003]
novel-paragraph: Οἱ βοσκοὶ τώρα, διὸ καὶ πλησίασαν, τῆς καρδιᾶς τῆς εὐγενικῆς, ὅτι τὸ κοπάδι καὶ μικρὴ ἀδελφή του Σπύρος.	[28, 899, 229, 958]
star-title: ΕΞΑΚΟΛΟΥΘΕΙΤΗ ΕΠΙΤΥΧΙΑ ΤΗΣ ΜΑΙΡΗΣ ΡΟΔΙΤΟΥ	[1121, 431, 1334, 492]
brief2-text: Ἀνακοινοῦται ὅτι κατὰ τὰς μέσας τοῦ προσεχοῦς μηνὸς θὰ ἀρχίσουν αἱ ἐργασίαι διασώσεως τῶν ἀρχαιοτήτων τοῦ Ἄμπου Σίμπελ.	[1349, 304, 1572, 362]
lira-row: Αἰγυπτιακὴ λίρα 49.30	[908, 1402, 1099, 1416]
cinema-entry: ΡΑΝΤΙΟ — Τηλ. 20182 JE N'AVOUERAI JAMAIS	[238, 215, 440, 242]
hotel-feature: ΟΠΟΥ ΘΑ ΕΥΡΗΤΕ ΕΞΑΙΡΕΤΙΚΗΝ ΠΕΡΙΠΟΙΗΣΙΝ ΚΑΙ ΚΑΘΕ ΑΝΕΣΙΝ	[1142, 1191, 1546, 1220]
novel-paragraph: Κανένας δὲν ἦλθε. Ἡ μέρα πέρασε ὅπως καὶ οἱ ἄλλες, χωρὶς νέα.	[28, 1198, 229, 1242]
memorial-line: Αἱ οἰκογένειαι: Χαρ. Ι. Διακογεώργιου, Ἀργ. Χιλιάδου, V. D' Auria, Ἐμμ. Ἀραμπατζῆ, Ἀντ. Χριστοφίδη καὶ οἱ λοιποὶ συγγενεῖς	[456, 969, 664, 1028]
name-row: Μιχαὴλ Κ. Σκοῦ 10860	[897, 799, 1099, 813]
memorial-line: Αὔριον Παρασκευὴν 27 τρ. καὶ ὥραν 11 π.μ. τελοῦμεν ἐπὶ τοῦ τάφου ἐτήσιον μνημόσυνον ὑπὲρ ἀναπαύσεως τῆς ψυχῆς τῆς πολυφιλήτου μας μητρός, μάμμης καὶ συζύγου	[456, 798, 664, 887]
schedule-row: 21.30 Ἡ ἑλληνικὴ καὶ ἡ διεθνὴς ζωὴ	[30, 622, 438, 636]
hotel-address: Πανεπιστημίου, 68 (Πλατεῖα Ὁμονοίας)	[1211, 1148, 1477, 1164]
novel-paragraph: Ὁ βοσκὸς ἐχάθηκε μέσα στὰ πράγματα καὶ σιγὰ σιγὰ ἀπομακρύνθηκε μὲ τὸ χαμόγελο.	[28, 1008, 229, 1052]
memorial-title: Μνημόσυνον	[493, 771, 627, 793]
lead-paragraph: Τὸ ἀποτέλεσμα τῆς ἀνακρίσεως ποῦ διεξήγαγεν ὁ κ. Μπεοχόν Ἀλ. Ἐισαγγελεὺς τῆς Ἐφετείου, ἀπεφάσισε τὴν ἀναβολὴν τῆς ἐκτελέσεως τῶν καταδίκων.	[1116, 105, 1339, 178]
star-text	[1116, 778, 1339, 962]
stock-row: Χρυσὸς Κελογράφος 1951 764 760	[862, 1213, 1099, 1227]
grief-title: ΛΥΠΗΤΙΚΑ ΕΚ ΤΗΣ ΑΙΓΥΠΤΟΥ ΑΔΕΛΦΟΤΗΤΟΣ	[484, 493, 636, 548]
offers-text	[456, 1079, 664, 1389]
name-row: Γεώργιος Πατρικίος 10872	[897, 983, 1099, 997]
classifieds-text	[456, 1460, 664, 1582]
lira-row: ΑΘΗΝΑΙ 25 Ὀκτωβρίου	[908, 1346, 974, 1374]
schedule-row: 23.00 Μελωδικὰ τραγούδια	[30, 650, 438, 664]
star-paragraph: Ἡ Μαίρη Ροδίτου μὲ τὴ μελωδικὴ φωνή της καὶ τὴν ἐκλεκτὴ ἐμφάνισί της κατέκτησε τὸ κοινό μας ἀπὸ τὴν πρώτη βραδυά.	[1116, 841, 1339, 900]
